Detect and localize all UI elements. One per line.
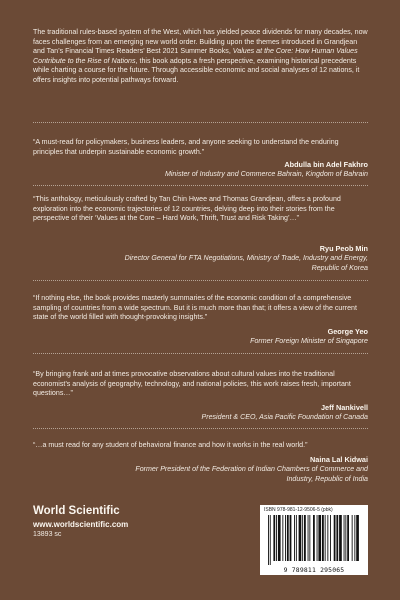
barcode-bar [278,515,281,561]
barcode-bar [356,515,359,561]
endorsement-quote: “…a must read for any student of behavioral finance and how it works in the real world.” [33,441,308,449]
endorsement-quote: “This anthology, meticulously crafted by Tan Chin Hwee and Thomas Grandjean, offers a profound exploration into the economic trajectories of 12 countries, delving deep into their stories from the perspective of their ‘Values at the Core – Hard Work, Thrift, Trust and Risk Taking’…” [33,195,341,223]
barcode-bar [313,515,315,561]
section-divider [33,353,368,354]
isbn-label: ISBN 978-981-12-9506-5 (pbk) [264,507,333,513]
barcode-bar [344,515,345,561]
endorsement-quote: “By bringing frank and at times provocative observations about cultural values into the traditional economist’s analysis of geography, technology, and national policies, this work raises fresh, important questions…” [33,370,351,398]
product-code: 13893 sc [33,531,62,538]
barcode-bar [304,515,306,561]
barcode-bar [339,515,342,561]
endorsement-attribution [118,455,368,484]
referenced-book-title: Values at the Core: How Human Values Contribute to the Rise of Nations [33,47,358,65]
barcode-bar [334,515,336,561]
endorser-title: President & CEO, Asia Pacific Foundation of Canada [201,413,368,421]
section-divider [33,428,368,429]
endorser-name: Ryu Peob Min [319,244,368,253]
barcode-digits: 9 789811 295065 [283,566,345,574]
barcode-bar [285,515,286,561]
barcode-bar [322,515,324,561]
barcode-bar [327,515,328,561]
isbn-barcode [260,505,368,575]
barcode-bar [270,515,271,565]
barcode-bar [276,515,277,561]
barcode-bar [273,515,275,561]
endorser-title: Minister of Industry and Commerce Bahrain, Kingdom of Bahrain [164,170,368,178]
endorser-name: Naina Lal Kidwai [310,455,368,464]
book-description [33,28,368,86]
barcode-bars [266,515,362,565]
endorsement-attribution [118,244,368,273]
endorsement-quote: “A must-read for policymakers, business leaders, and anyone seeking to understand the enduring principles that underpin sustainable economic growth.” [33,138,339,156]
barcode-bar [347,515,349,561]
barcode-bar [302,515,303,561]
barcode-bar [290,515,292,561]
barcode-bar [325,515,326,561]
publisher-block [33,505,128,540]
barcode-bar [318,515,321,561]
publisher-url: www.worldscientific.com [33,520,129,529]
section-divider [33,280,368,281]
endorser-name: George Yeo [327,327,368,336]
endorser-name: Jeff Nankivell [320,403,368,412]
barcode-bar [336,515,338,561]
endorsement-attribution [118,160,368,180]
barcode-bar [282,515,283,561]
barcode-bar [268,515,269,565]
barcode-bar [294,515,295,561]
section-divider [33,122,368,123]
barcode-bar [354,515,355,561]
endorser-title: Former President of the Federation of Indian Chambers of Commerce and Industry, Republic of India [135,465,368,483]
barcode-bar [299,515,302,561]
endorser-title: Director General for FTA Negotiations, Ministry of Trade, Industry and Energy, Republic of Korea [124,254,368,272]
barcode-bar [317,515,318,561]
barcode-bar [309,515,310,561]
description-part-2: , this book adopts a fresh perspective, examining historical precedents while charting a course for the future. Through accessible economic and social analyses of 12 nations, it offers insights into potential pathways forward. [33,56,360,84]
barcode-bar [296,515,297,561]
endorser-name: Abdulla bin Adel Fakhro [284,160,368,169]
publisher-name: World Scientific [33,505,120,517]
endorser-title: Former Foreign Minister of Singapore [250,337,368,345]
endorsement-quote: “If nothing else, the book provides masterly summaries of the economic condition of a comprehensive sampling of countries from a wide spectrum. But it is much more than that; it offers a view of the current state of the world filled with thought-provoking insights.” [33,294,357,322]
endorsement-attribution [118,327,368,347]
endorsement-attribution [118,403,368,423]
description-part-1: The traditional rules-based system of the West, which has yielded peace dividends for many decades, now faces challenges from an emerging new world order. Building upon the themes introduced in Grandjean and Tan’s Financial Times Readers’ Best 2021 Summer Books, [33,28,368,56]
barcode-bar [330,515,331,561]
barcode-bar [345,515,346,561]
barcode-bar [287,515,289,561]
barcode-bar [352,515,353,561]
section-divider [33,185,368,186]
barcode-bar [308,515,309,561]
